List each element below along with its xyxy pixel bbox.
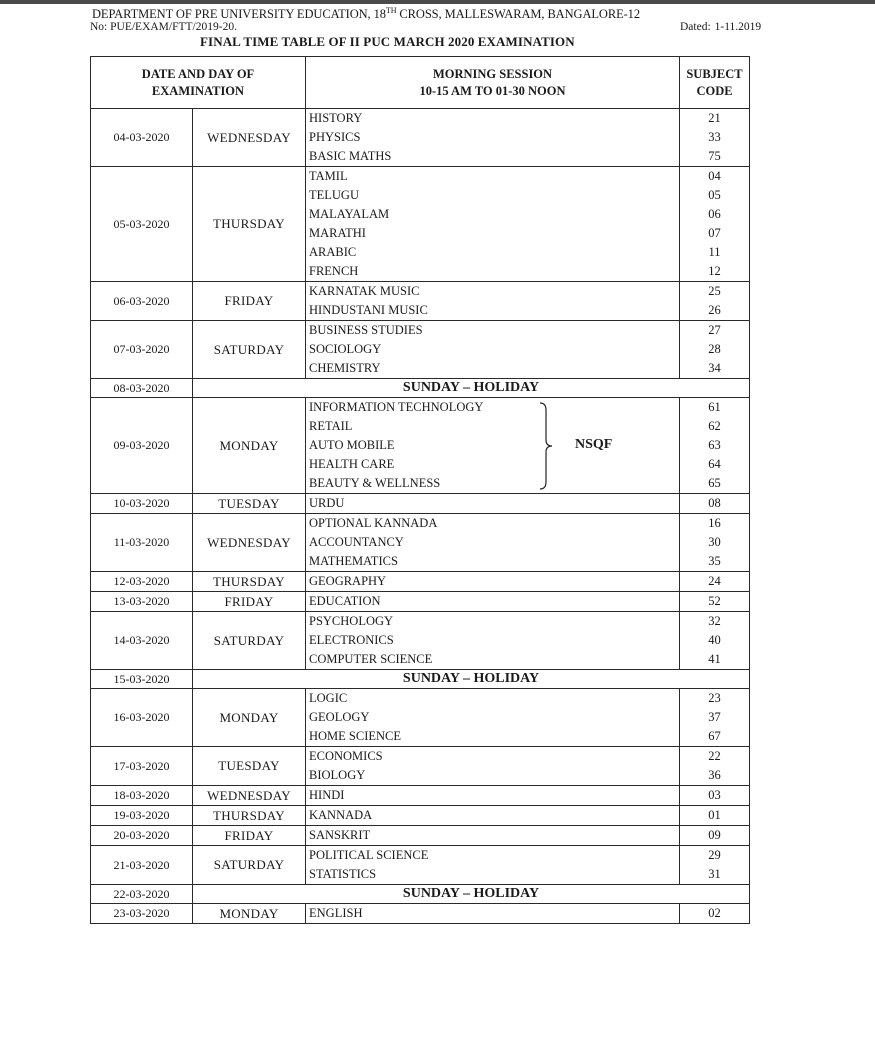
table-row (91, 612, 750, 670)
subject-code: 01 (708, 808, 721, 822)
subject-code: 16 (708, 516, 721, 530)
subject-name: FRENCH (309, 264, 359, 278)
subject-code: 31 (708, 867, 721, 881)
subject-name: BIOLOGY (309, 768, 366, 782)
timetable-body (91, 109, 750, 924)
subject-list (306, 612, 680, 670)
subject-codes (680, 826, 750, 846)
subject-name: RETAIL (309, 419, 353, 433)
subject-name: CHEMISTRY (309, 361, 381, 375)
subject-code: 22 (708, 749, 721, 763)
subject-name: HISTORY (309, 111, 363, 125)
table-row (91, 806, 750, 826)
subject-code: 32 (708, 614, 721, 628)
exam-date: 13-03-2020 (91, 592, 193, 612)
subject-codes (680, 786, 750, 806)
subject-name: PHYSICS (309, 130, 361, 144)
subject-list (306, 167, 680, 282)
subject-name: TELUGU (309, 188, 359, 202)
exam-date: 21-03-2020 (91, 846, 193, 885)
exam-date: 08-03-2020 (91, 379, 193, 398)
subject-codes (680, 572, 750, 592)
subject-code: 02 (708, 906, 721, 920)
subject-name: ECONOMICS (309, 749, 383, 763)
subject-code: 34 (708, 361, 721, 375)
holiday-label: SUNDAY – HOLIDAY (193, 670, 750, 689)
holiday-label: SUNDAY – HOLIDAY (193, 379, 750, 398)
subject-name: HINDI (309, 788, 345, 802)
subject-codes (680, 282, 750, 321)
subject-codes (680, 514, 750, 572)
exam-date: 04-03-2020 (91, 109, 193, 167)
subject-code: 24 (708, 574, 721, 588)
exam-day: THURSDAY (193, 167, 306, 282)
subject-name: KARNATAK MUSIC (309, 284, 420, 298)
subject-name: SOCIOLOGY (309, 342, 382, 356)
table-row (91, 514, 750, 572)
subject-name: COMPUTER SCIENCE (309, 652, 433, 666)
subject-code: 26 (708, 303, 721, 317)
subject-code: 28 (708, 342, 721, 356)
table-row (91, 494, 750, 514)
subject-name: BEAUTY & WELLNESS (309, 476, 441, 490)
date-day-header: DATE AND DAY OF EXAMINATION (91, 57, 306, 109)
subject-name: ENGLISH (309, 906, 363, 920)
exam-date: 22-03-2020 (91, 885, 193, 904)
subject-name: SANSKRIT (309, 828, 371, 842)
exam-day: THURSDAY (193, 572, 306, 592)
subject-code: 29 (708, 848, 721, 862)
subject-name: MATHEMATICS (309, 554, 398, 568)
subject-name: ACCOUNTANCY (309, 535, 404, 549)
exam-date: 05-03-2020 (91, 167, 193, 282)
subject-code: 33 (708, 130, 721, 144)
subject-codes (680, 904, 750, 924)
subject-list (306, 592, 680, 612)
holiday-row (91, 670, 750, 689)
exam-date: 18-03-2020 (91, 786, 193, 806)
subject-code: 27 (708, 323, 721, 337)
subject-name: MALAYALAM (309, 207, 390, 221)
subject-codes (680, 806, 750, 826)
subject-code-header: SUBJECT CODE (680, 57, 750, 109)
subject-name: INFORMATION TECHNOLOGY (309, 400, 484, 414)
subject-codes (680, 612, 750, 670)
subject-code: 23 (708, 691, 721, 705)
subject-name: HEALTH CARE (309, 457, 395, 471)
exam-day: SATURDAY (193, 321, 306, 379)
exam-day: THURSDAY (193, 806, 306, 826)
exam-day: FRIDAY (193, 282, 306, 321)
exam-date: 12-03-2020 (91, 572, 193, 592)
holiday-label: SUNDAY – HOLIDAY (193, 885, 750, 904)
holiday-row (91, 885, 750, 904)
exam-day: TUESDAY (193, 494, 306, 514)
dated-value: 1-11.2019 (714, 21, 762, 33)
subject-name: LOGIC (309, 691, 348, 705)
subject-list (306, 786, 680, 806)
subject-code: 08 (708, 496, 721, 510)
exam-date: 23-03-2020 (91, 904, 193, 924)
exam-date: 14-03-2020 (91, 612, 193, 670)
subject-codes (680, 592, 750, 612)
subject-code: 21 (708, 111, 721, 125)
exam-day: SATURDAY (193, 612, 306, 670)
subject-list (306, 572, 680, 592)
reference-number: No: PUE/EXAM/FTT/2019-20. (90, 21, 237, 33)
subject-name: TAMIL (309, 169, 348, 183)
subject-list (306, 109, 680, 167)
subject-name: AUTO MOBILE (309, 438, 395, 452)
subject-list (306, 747, 680, 786)
table-row (91, 846, 750, 885)
subject-name: GEOLOGY (309, 710, 370, 724)
subject-code: 06 (708, 207, 721, 221)
exam-day: MONDAY (193, 689, 306, 747)
subject-codes (680, 109, 750, 167)
subject-list (306, 514, 680, 572)
exam-day: MONDAY (193, 904, 306, 924)
table-row (91, 321, 750, 379)
subject-name: PSYCHOLOGY (309, 614, 394, 628)
exam-day: WEDNESDAY (193, 514, 306, 572)
subject-code: 35 (708, 554, 721, 568)
exam-date: 16-03-2020 (91, 689, 193, 747)
subject-code: 05 (708, 188, 721, 202)
table-row (91, 167, 750, 282)
timetable (90, 56, 750, 924)
subject-code: 62 (708, 419, 721, 433)
table-row (91, 282, 750, 321)
subject-codes (680, 494, 750, 514)
subject-name: URDU (309, 496, 345, 510)
table-row (91, 109, 750, 167)
subject-name: MARATHI (309, 226, 366, 240)
subject-code: 07 (708, 226, 721, 240)
exam-day: SATURDAY (193, 846, 306, 885)
table-row (91, 904, 750, 924)
dated-label: Dated: (680, 21, 711, 33)
subject-code: 36 (708, 768, 721, 782)
table-row (91, 747, 750, 786)
subject-codes (680, 846, 750, 885)
exam-day: FRIDAY (193, 592, 306, 612)
exam-day: MONDAY (193, 398, 306, 494)
subject-code: 67 (708, 729, 721, 743)
exam-date: 19-03-2020 (91, 806, 193, 826)
subject-code: 75 (708, 149, 721, 163)
subject-codes (680, 689, 750, 747)
subject-code: 04 (708, 169, 721, 183)
subject-name: KANNADA (309, 808, 373, 822)
subject-code: 03 (708, 788, 721, 802)
subject-name: ELECTRONICS (309, 633, 394, 647)
subject-codes (680, 321, 750, 379)
subject-code: 25 (708, 284, 721, 298)
exam-date: 10-03-2020 (91, 494, 193, 514)
top-border (0, 0, 875, 4)
exam-date: 07-03-2020 (91, 321, 193, 379)
table-row (91, 398, 750, 494)
subject-name: EDUCATION (309, 594, 381, 608)
subject-list (306, 494, 680, 514)
table-row (91, 572, 750, 592)
exam-date: 06-03-2020 (91, 282, 193, 321)
nsqf-brace-icon (539, 402, 553, 490)
subject-list (306, 904, 680, 924)
table-row (91, 592, 750, 612)
subject-list (306, 282, 680, 321)
subject-codes (680, 747, 750, 786)
subject-list (306, 826, 680, 846)
table-header-row (91, 57, 750, 109)
subject-name: BASIC MATHS (309, 149, 392, 163)
subject-list (306, 321, 680, 379)
department-heading: DEPARTMENT OF PRE UNIVERSITY EDUCATION, 18TH CROSS, MALLESWARAM, BANGALORE-12 (92, 6, 640, 22)
session-header: MORNING SESSION 10-15 AM TO 01-30 NOON (306, 57, 680, 109)
table-row (91, 826, 750, 846)
exam-date: 20-03-2020 (91, 826, 193, 846)
subject-name: ARABIC (309, 245, 357, 259)
subject-codes (680, 167, 750, 282)
subject-name: OPTIONAL KANNADA (309, 516, 438, 530)
subject-name: GEOGRAPHY (309, 574, 387, 588)
subject-code: 30 (708, 535, 721, 549)
subject-code: 11 (708, 245, 721, 259)
subject-code: 61 (708, 400, 721, 414)
exam-day: WEDNESDAY (193, 109, 306, 167)
subject-code: 52 (708, 594, 721, 608)
subject-code: 65 (708, 476, 721, 490)
subject-codes (680, 398, 750, 494)
subject-code: 63 (708, 438, 721, 452)
subject-code: 12 (708, 264, 721, 278)
exam-date: 09-03-2020 (91, 398, 193, 494)
exam-date: 17-03-2020 (91, 747, 193, 786)
subject-name: BUSINESS STUDIES (309, 323, 423, 337)
subject-list (306, 806, 680, 826)
subject-code: 40 (708, 633, 721, 647)
subject-list (306, 398, 680, 494)
subject-name: STATISTICS (309, 867, 377, 881)
exam-day: WEDNESDAY (193, 786, 306, 806)
subject-code: 09 (708, 828, 721, 842)
subject-list (306, 846, 680, 885)
subject-name: POLITICAL SCIENCE (309, 848, 429, 862)
subject-name: HINDUSTANI MUSIC (309, 303, 428, 317)
subject-name: HOME SCIENCE (309, 729, 402, 743)
table-row (91, 689, 750, 747)
dated-line (680, 21, 761, 33)
subject-code: 41 (708, 652, 721, 666)
exam-day: FRIDAY (193, 826, 306, 846)
exam-date: 11-03-2020 (91, 514, 193, 572)
exam-day: TUESDAY (193, 747, 306, 786)
subject-list (306, 689, 680, 747)
subject-code: 37 (708, 710, 721, 724)
holiday-row (91, 379, 750, 398)
subject-code: 64 (708, 457, 721, 471)
exam-date: 15-03-2020 (91, 670, 193, 689)
table-row (91, 786, 750, 806)
document-title: FINAL TIME TABLE OF II PUC MARCH 2020 EXAMINATION (200, 34, 575, 49)
nsqf-label: NSQF (575, 437, 613, 452)
